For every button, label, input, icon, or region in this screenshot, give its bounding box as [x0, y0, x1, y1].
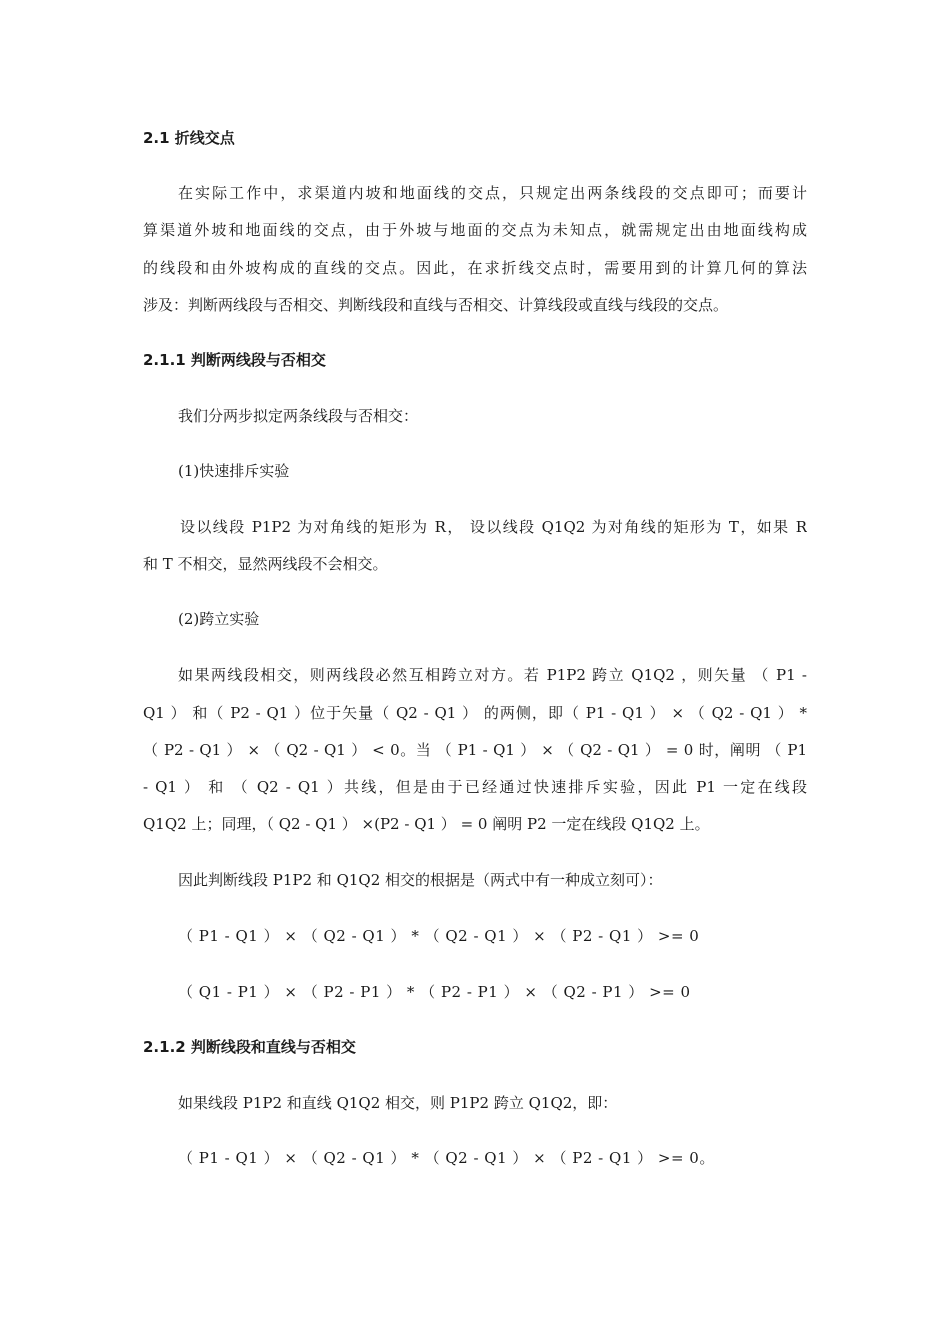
- paragraph-line: 涉及：判断两线段与否相交、判断线段和直线与否相交、计算线段或直线与线段的交点。: [143, 296, 729, 314]
- paragraph-line: 设以线段 P1P2 为对角线的矩形为 R， 设以线段 Q1Q2 为对角线的矩形为 T，如果 R: [180, 518, 807, 536]
- step-label-2: (2)跨立实验: [178, 610, 260, 628]
- paragraph-line: 的线段和由外坡构成的直线的交点。因此，在求折线交点时，需要用到的计算几何的算法: [143, 259, 807, 277]
- paragraph-line: Q1Q2 上；同理，（ Q2 - Q1 ） ×(P2 - Q1 ） = 0 阐明 P2 一定在线段 Q1Q2 上。: [143, 815, 710, 833]
- paragraph-line: Q1 ） 和（ P2 - Q1 ）位于矢量（ Q2 - Q1 ） 的两侧，即（ P1 - Q1 ） × （ Q2 - Q1 ） *: [143, 704, 807, 722]
- paragraph-line: - Q1 ） 和 （ Q2 - Q1 ）共线，但是由于已经通过快速排斥实验，因此 P1 一定在线段: [143, 778, 807, 796]
- section-heading-2-1-1: 2.1.1 判断两线段与否相交: [143, 351, 326, 369]
- paragraph-intro: 我们分两步拟定两条线段与否相交：: [178, 407, 419, 425]
- step-label-1: (1)快速排斥实验: [178, 462, 290, 480]
- paragraph-line: 和 T 不相交，显然两线段不会相交。: [143, 555, 388, 573]
- formula-1: （ P1 - Q1 ） × （ Q2 - Q1 ） * （ Q2 - Q1 ） × （ P2 - Q1 ） >= 0: [178, 927, 700, 945]
- paragraph-basis: 因此判断线段 P1P2 和 Q1Q2 相交的根据是（两式中有一种成立刻可）：: [178, 871, 663, 889]
- paragraph-line: （ P2 - Q1 ） × （ Q2 - Q1 ） < 0。当 （ P1 - Q1 ） × （ Q2 - Q1 ） = 0 时，阐明 （ P1: [143, 741, 807, 759]
- section-heading-2-1-2: 2.1.2 判断线段和直线与否相交: [143, 1038, 356, 1056]
- formula-3: （ P1 - Q1 ） × （ Q2 - Q1 ） * （ Q2 - Q1 ） × （ P2 - Q1 ） >= 0。: [178, 1149, 715, 1167]
- paragraph-line: 如果两线段相交，则两线段必然互相跨立对方。若 P1P2 跨立 Q1Q2 ，则矢量 （ P1 -: [178, 666, 807, 684]
- paragraph-intro: 如果线段 P1P2 和直线 Q1Q2 相交，则 P1P2 跨立 Q1Q2，即：: [178, 1094, 618, 1112]
- paragraph-line: 在实际工作中，求渠道内坡和地面线的交点，只规定出两条线段的交点即可；而要计: [178, 184, 807, 202]
- formula-2: （ Q1 - P1 ） × （ P2 - P1 ） * （ P2 - P1 ） × （ Q2 - P1 ） >= 0: [178, 983, 691, 1001]
- paragraph-line: 算渠道外坡和地面线的交点，由于外坡与地面的交点为未知点，就需规定出由地面线构成: [143, 221, 807, 239]
- section-heading-2-1: 2.1 折线交点: [143, 129, 235, 147]
